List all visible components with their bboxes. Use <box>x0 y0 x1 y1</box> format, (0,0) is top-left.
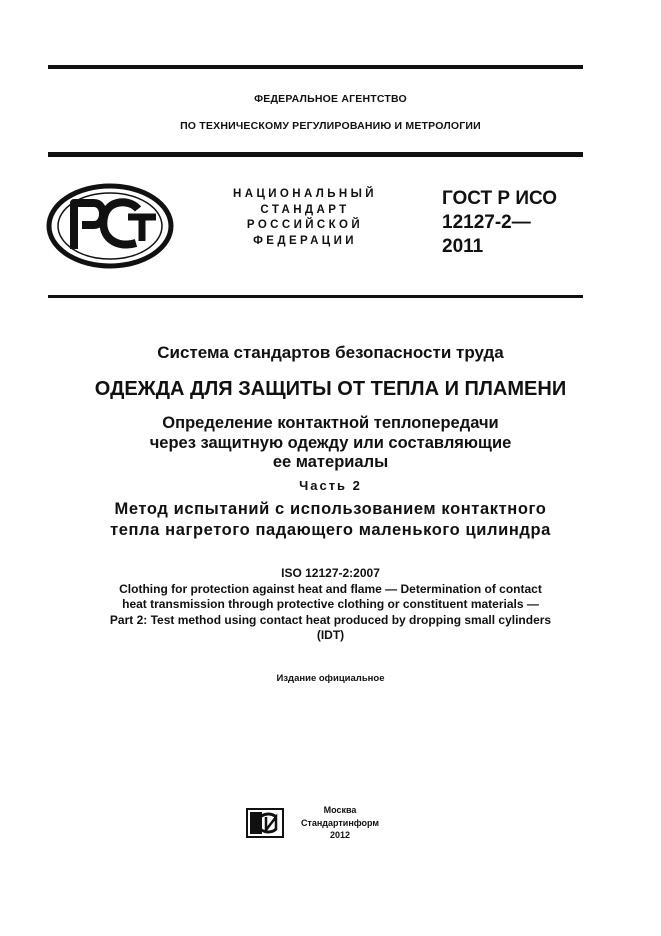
iso-line: (IDT) <box>316 628 345 642</box>
rst-logo-icon <box>46 183 174 269</box>
publisher-name: Стандартинформ <box>300 817 380 828</box>
main-title: ОДЕЖДА ДЛЯ ЗАЩИТЫ ОТ ТЕПЛА И ПЛАМЕНИ <box>94 378 567 400</box>
national-line: НАЦИОНАЛЬНЫЙ <box>233 188 377 200</box>
system-title: Система стандартов безопасности труда <box>157 343 504 362</box>
designation-line: 12127-2— <box>442 212 531 233</box>
top-rule <box>48 65 583 69</box>
publisher-info <box>290 804 390 842</box>
standartinform-logo-icon <box>246 808 284 838</box>
subtitle-line: через защитную одежду или составляющие <box>149 433 512 452</box>
subtitle <box>0 414 661 473</box>
agency-line-1: ФЕДЕРАЛЬНОЕ АГЕНТСТВО <box>254 93 407 105</box>
subtitle-line: Определение контактной теплопередачи <box>162 414 499 432</box>
iso-line: Clothing for protection against heat and flame — Determination of contact <box>119 581 542 596</box>
publisher-city: Москва <box>323 805 357 815</box>
national-line: РОССИЙСКОЙ <box>246 219 364 231</box>
national-standard-label <box>200 187 410 249</box>
block-rule <box>48 295 583 298</box>
iso-reference <box>0 566 661 644</box>
method-line: Метод испытаний с использованием контактного <box>114 500 547 518</box>
standard-designation <box>442 187 602 259</box>
publisher-year: 2012 <box>329 830 351 840</box>
iso-line: ISO 12127-2:2007 <box>281 566 380 580</box>
designation-line: ГОСТ Р ИСО <box>442 188 558 209</box>
national-line: ФЕДЕРАЦИИ <box>253 234 357 247</box>
method-line: тепла нагретого падающего маленького цилиндра <box>110 520 551 539</box>
part-label: Часть 2 <box>299 478 362 493</box>
designation-line: 2011 <box>442 236 484 257</box>
header-rule <box>48 152 583 157</box>
iso-line: heat transmission through protective clothing or constituent materials — <box>122 597 539 611</box>
agency-line-2: ПО ТЕХНИЧЕСКОМУ РЕГУЛИРОВАНИЮ И МЕТРОЛОГИИ <box>180 120 481 132</box>
subtitle-line: ее материалы <box>272 453 389 471</box>
iso-line: Part 2: Test method using contact heat produced by dropping small cylinders <box>109 612 552 627</box>
edition-label: Издание официальное <box>276 673 385 684</box>
method-title <box>0 499 661 540</box>
national-line: СТАНДАРТ <box>260 203 350 216</box>
